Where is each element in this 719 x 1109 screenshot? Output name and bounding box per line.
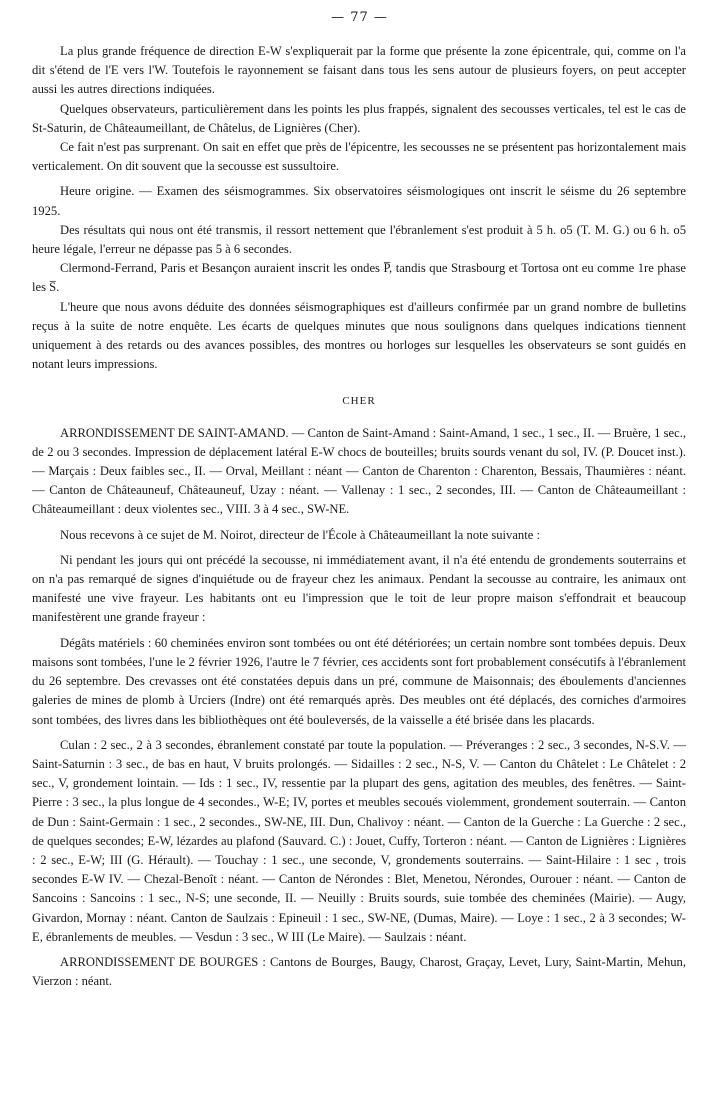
culan-paragraph: Culan : 2 sec., 2 à 3 secondes, ébranlement constaté par toute la population. — Préveranges : 2 sec., 3 secondes, N-S.V. — Saint-Saturnin : 3 sec., de bas en haut, V bruits prolongés. — Sidailles : 2 sec., N-S, V. — Canton du Châtelet : Le Châtelet : 2 sec., V, grondement lointain. — Ids : 1 sec., IV, ressentie par la plupart des gens, agitation des meubles, des fenêtres. — Saint-Pierre : 3 sec., la plus longue de 4 secondes., W-E; IV, portes et meubles secoués violemment, grondement souterrain. — Canton de Dun : Saint-Germain : 1 sec., 2 secondes., SW-NE, III. Dun, Chalivoy : néant. — Canton de la Guerche : La Guerche : 2 sec., de quelques secondes; E-W, lézardes au plafond (Sauvard. C.) : Jouet, Cuffy, Torteron : néant. — Canton de Lignières : Lignières : 2 sec., E-W; III (G. Hérault). — Touchay : 1 sec., une seconde, V, grondements souterrains. — Saint-Hilaire : 1 sec , trois secondes E-W IV. — Chezal-Benoît : néant. — Canton de Nérondes : Blet, Menetou, Nérondes, Ourouer : néant. — Canton de Sancoins : Sancoins : 1 sec., N-S; une seconde, II. — Neuilly : Bruits sourds, suie tombée des cheminées (Mairie). — Augy, Givardon, Mornay : néant. Canton de Saulzais : Epineuil : 1 sec., SW-NE, (Dumas, Maire). — Loye : 1 sec., 2 à 3 secondes; W-E, ébranlements de meubles. — Vesdun : 3 sec., W III (Le Maire). — Saulzais : néant.	[32, 737, 686, 944]
arrondissement-bourges: ARRONDISSEMENT DE BOURGES : Cantons de Bourges, Baugy, Charost, Graçay, Levet, Lury, Saint-Martin, Mehun, Vierzon : néant.	[32, 954, 686, 989]
noirot-intro: Nous recevons à ce sujet de M. Noirot, directeur de l'École à Châteaumeillant la note suivante :	[60, 527, 540, 542]
page-number: — 77 —	[331, 10, 388, 25]
section-heading: CHER	[342, 395, 376, 408]
arrondissement-saint-amand: ARRONDISSEMENT DE SAINT-AMAND. — Canton de Saint-Amand : Saint-Amand, 1 sec., 1 sec., II. — Bruère, 1 sec., de 2 ou 3 secondes. Impression de déplacement latéral E-W chocs de bouteilles; bruits sourds venant du sol, IV. (P. Doucet inst.). — Marçais : Deux faibles sec., II. — Orval, Meillant : néant — Canton de Charenton : Charenton, Bessais, Thaumières : néant. — Canton de Châteauneuf, Châteauneuf, Uzay : néant. — Vallenay : 1 sec., 2 secondes, III. — Canton de Châteaumeillant : Châteaumeillant : deux violentes sec., VIII. 3 à 4 sec., SW-NE.	[32, 425, 686, 517]
paragraph: Clermond-Ferrand, Paris et Besançon auraient inscrit les ondes P̅, tandis que Strasbourg et Tortosa ont eu comme 1re phase les S̅.	[32, 261, 686, 295]
degats-materiels: Dégâts matériels : 60 cheminées environ sont tombées ou ont été détériorées; un certain nombre sont tombées depuis. Deux maisons sont tombées, l'une le 2 février 1926, l'autre le 7 février, ces accidents sont fort probablement consécutifs à l'ébranlement du 26 septembre. Des crevasses ont été constatées depuis dans un pré, commune de Maisonnais; des éboulements d'anciennes galeries de mines de plomb à Urciers (Indre) ont été remarqués après. Des meubles ont été déplacés, des corniches d'armoires sont tombées, des livres dans les bibliothèques ont été bouleversés, de la vaisselle a été brisée dans les placards.	[32, 635, 686, 727]
paragraph: Quelques observateurs, particulièrement dans les points les plus frappés, signalent des secousses verticales, tel est le cas de St-Saturin, de Châteaumeillant, de Châtelus, de Lignières (Cher).	[32, 101, 686, 135]
paragraph: Ce fait n'est pas surprenant. On sait en effet que près de l'épicentre, les secousses ne se présentent pas horizontalement mais verticalement. On dit souvent que la secousse est sussultoire.	[32, 140, 686, 174]
paragraph-heure-origine: Heure origine. — Examen des séismogrammes. Six observatoires séismologiques ont inscrit le séisme du 26 septembre 1925.	[32, 184, 686, 218]
noirot-quote: Ni pendant les jours qui ont précédé la secousse, ni immédiatement avant, il n'a été entendu de grondements souterrains et on n'a pas remarqué de signes d'inquiétude ou de frayeur chez les animaux. Pendant la secousse au contraire, les animaux ont manifesté une vive frayeur. Les habitants ont eu l'impression que le toit de leur propre maison s'effondrait et beaucoup manifestèrent une grande frayeur :	[32, 552, 686, 625]
paragraph: La plus grande fréquence de direction E-W s'expliquerait par la forme que présente la zone épicentrale, qui, comme on l'a dit s'étend de l'E vers l'W. Toutefois le rayonnement se faisant dans tous les sens autour de plusieurs foyers, on peut accepter aussi les autres directions indiquées.	[32, 44, 686, 97]
paragraph: L'heure que nous avons déduite des données séismographiques est d'ailleurs confirmée par un grand nombre de bulletins reçus à la suite de notre enquête. Les écarts de quelques minutes que nous soulignons dans quelques indications tiennent uniquement à des retards ou des avances possibles, des montres ou horloges sur lesquelles les observateurs se sont guidés en notant leurs impressions.	[32, 299, 686, 372]
paragraph: Des résultats qui nous ont été transmis, il ressort nettement que l'ébranlement s'est produit à 5 h. o5 (T. M. G.) ou 6 h. o5 heure légale, l'erreur ne dépasse pas 5 à 6 secondes.	[32, 222, 686, 257]
page-content	[32, 42, 686, 991]
